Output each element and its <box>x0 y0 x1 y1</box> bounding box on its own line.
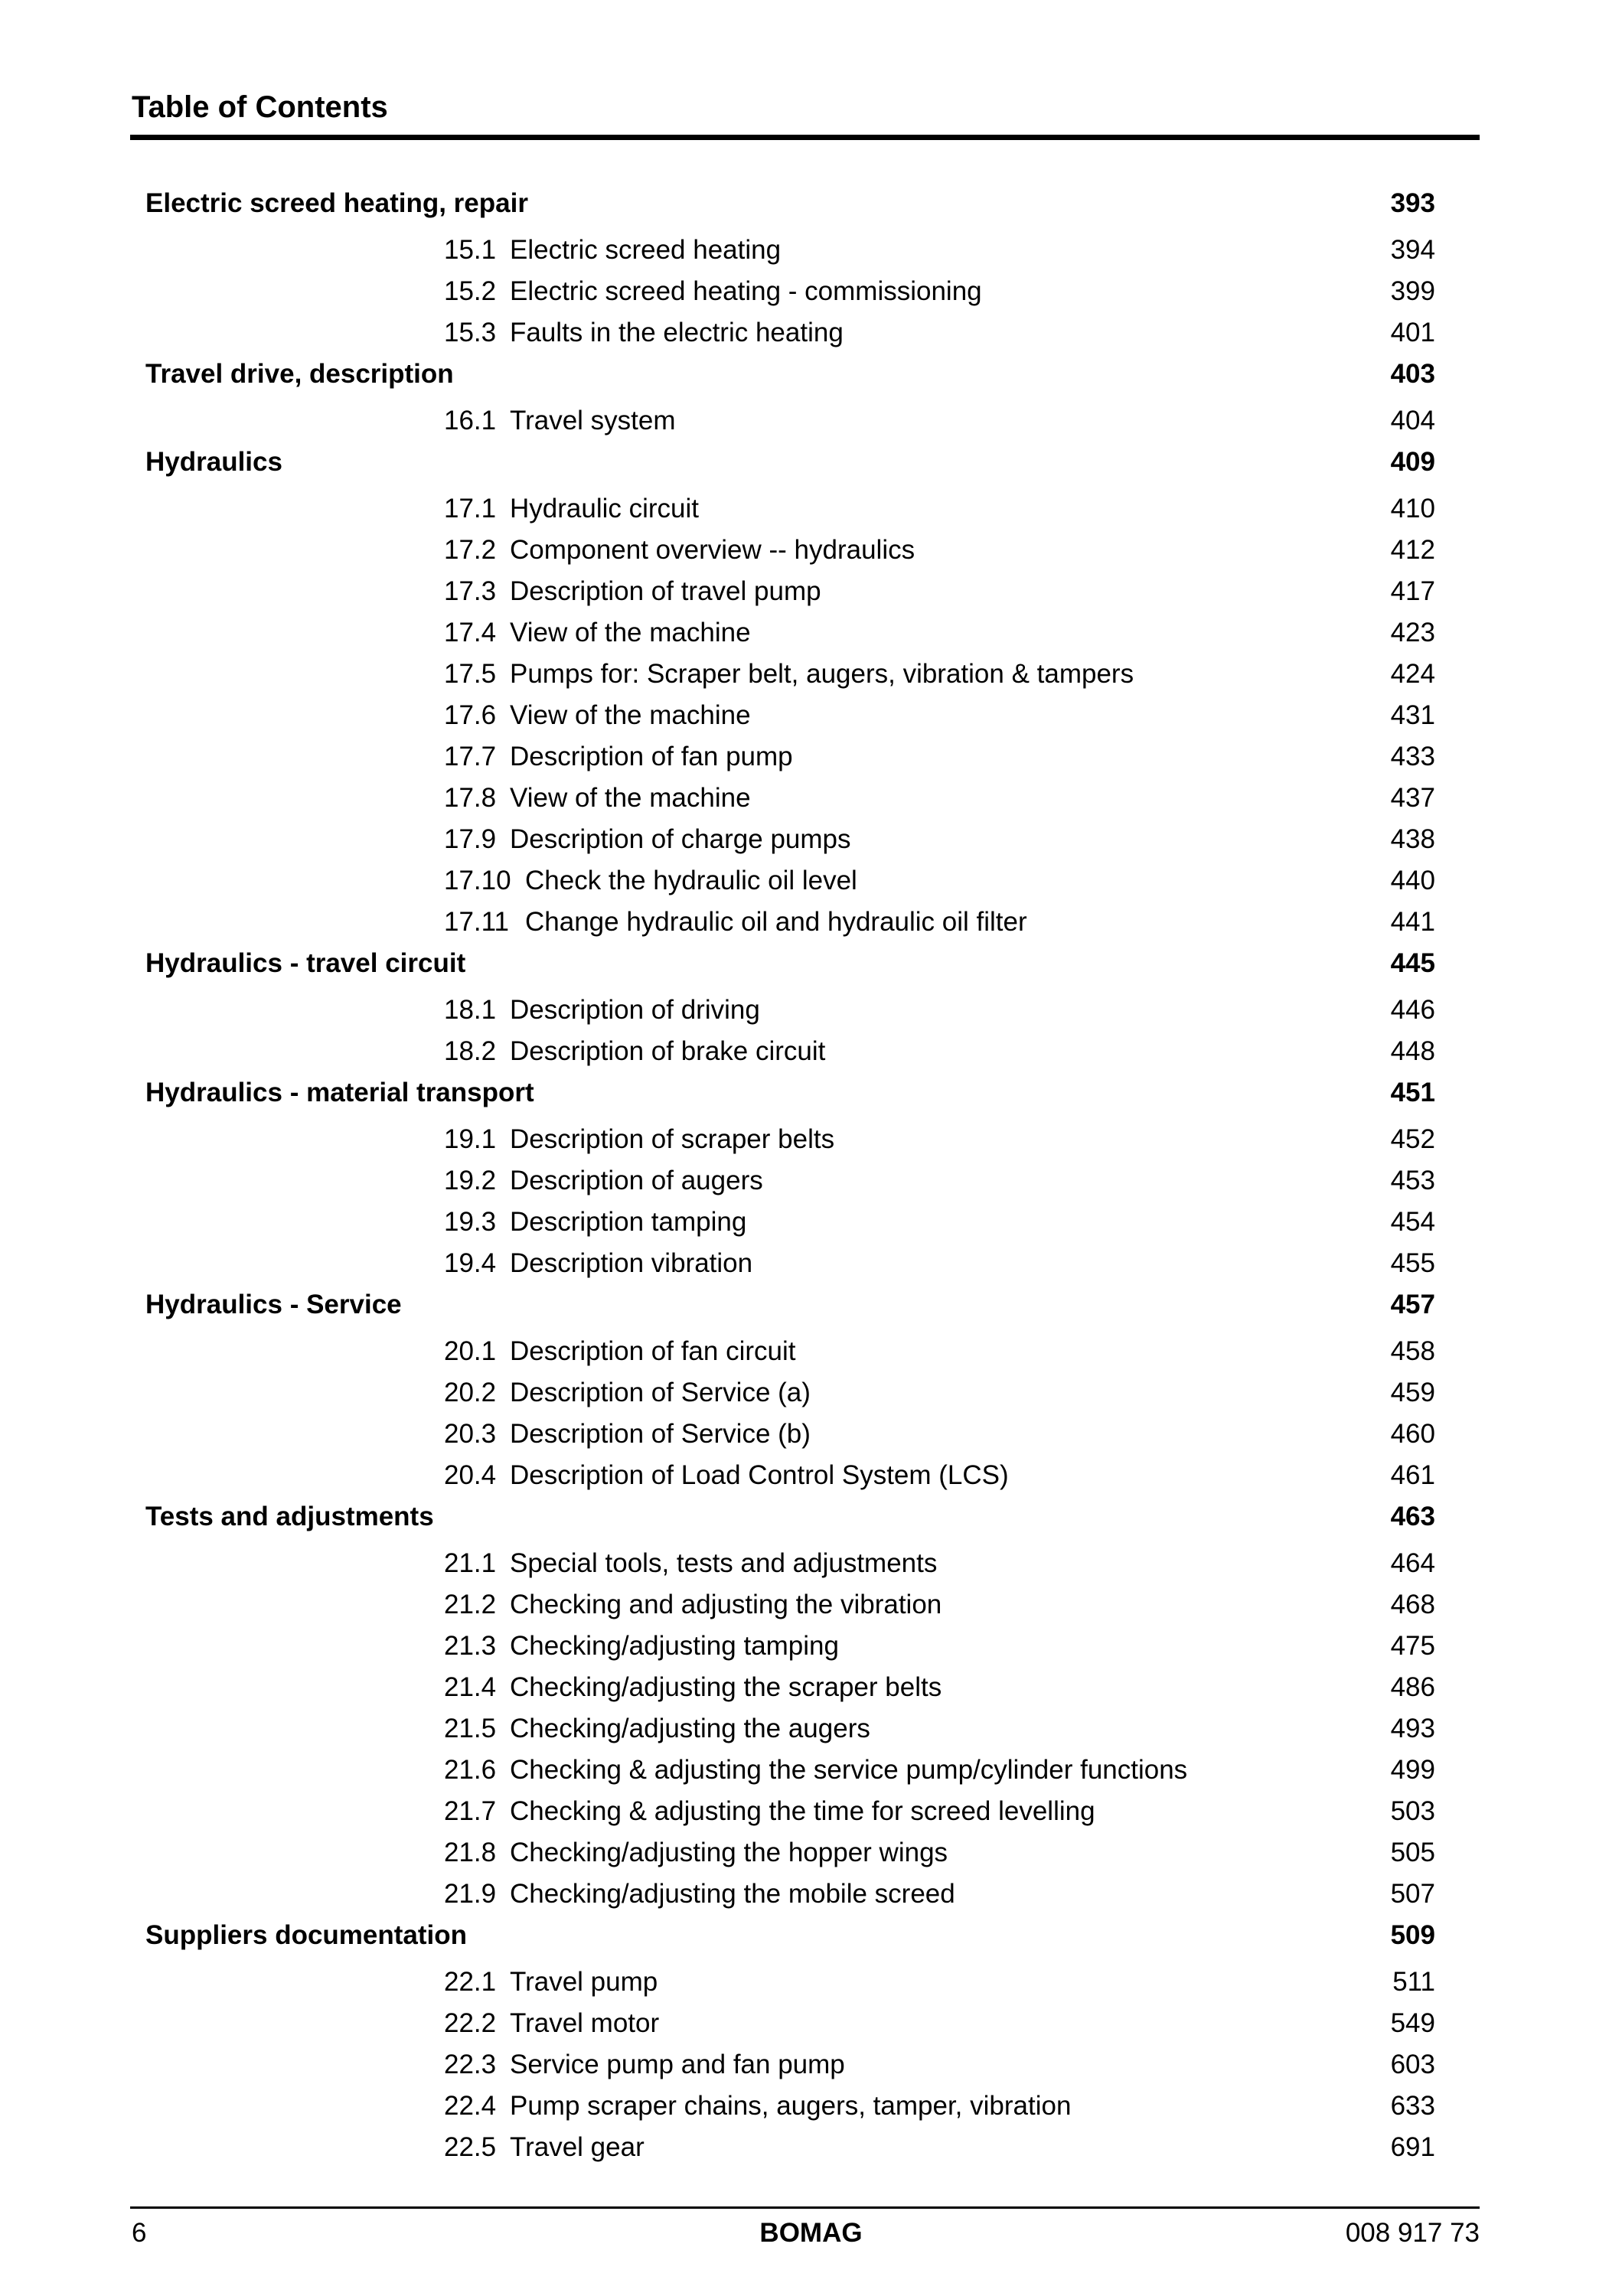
toc-page-number: 458 <box>1390 1336 1435 1366</box>
toc-entry-number: 17.4 <box>444 618 497 647</box>
toc-entry-number: 21.9 <box>444 1879 497 1909</box>
toc-entry-row <box>0 612 1622 654</box>
toc-entry-row <box>0 488 1622 530</box>
toc-page-number: 463 <box>1390 1502 1435 1531</box>
toc-entry-title: Description of brake circuit <box>510 1036 826 1066</box>
toc-page-number: 505 <box>1390 1838 1435 1867</box>
toc-page-number: 493 <box>1390 1714 1435 1743</box>
toc-entry-title: Checking and adjusting the vibration <box>510 1590 942 1619</box>
toc-entry-row <box>0 1031 1622 1072</box>
toc-entry-row <box>0 990 1622 1031</box>
toc-entry-title: Check the hydraulic oil level <box>525 866 857 895</box>
toc-section-row <box>0 183 1622 224</box>
toc-page-number: 445 <box>1390 948 1435 978</box>
toc-entry-number: 15.1 <box>444 235 497 265</box>
toc-page-number: 509 <box>1390 1920 1435 1950</box>
toc-entry-title: Description of travel pump <box>510 576 821 606</box>
toc-entry-row <box>0 571 1622 612</box>
toc-entry-row <box>0 736 1622 778</box>
toc-entry-row <box>0 1791 1622 1832</box>
page-title: Table of Contents <box>132 90 388 124</box>
toc-entry-row <box>0 1455 1622 1496</box>
toc-page-number: 401 <box>1390 318 1435 347</box>
toc-section-title: Tests and adjustments <box>145 1502 434 1531</box>
toc-entry-title: Description tamping <box>510 1207 747 1237</box>
toc-entry-title: Checking/adjusting the hopper wings <box>510 1838 948 1867</box>
toc-page-number: 399 <box>1390 276 1435 306</box>
toc-entry-title: Hydraulic circuit <box>510 494 699 523</box>
toc-page-number: 499 <box>1390 1755 1435 1785</box>
toc-entry-row <box>0 1202 1622 1243</box>
toc-entry-title: View of the machine <box>510 700 751 730</box>
toc-entry-number: 21.3 <box>444 1631 497 1661</box>
toc-entry-number: 17.8 <box>444 783 497 813</box>
toc-entry-title: Electric screed heating - commissioning <box>510 276 982 306</box>
toc-entry-row <box>0 1243 1622 1284</box>
toc-entry-title: Description of augers <box>510 1166 763 1195</box>
toc-entry-title: Travel motor <box>510 2008 660 2038</box>
toc-entry-title: View of the machine <box>510 783 751 813</box>
toc-entry-title: Pump scraper chains, augers, tamper, vibration <box>510 2091 1072 2121</box>
toc-section-row <box>0 442 1622 483</box>
toc-entry-number: 20.3 <box>444 1419 497 1449</box>
toc-page-number: 412 <box>1390 535 1435 565</box>
toc-entry-number: 21.1 <box>444 1548 497 1578</box>
toc-entry-number: 20.2 <box>444 1378 497 1407</box>
toc-entry-row <box>0 695 1622 736</box>
toc-entry-title: Description of driving <box>510 995 760 1025</box>
toc-entry-title: Travel pump <box>510 1967 658 1997</box>
toc-page-number: 475 <box>1390 1631 1435 1661</box>
toc-entry-row <box>0 400 1622 442</box>
toc-page-number: 503 <box>1390 1796 1435 1826</box>
footer-brand: BOMAG <box>759 2218 863 2248</box>
toc-page-number: 403 <box>1390 359 1435 389</box>
toc-entry-number: 22.3 <box>444 2050 497 2079</box>
toc-entry-title: Checking/adjusting tamping <box>510 1631 839 1661</box>
toc-section-title: Travel drive, description <box>145 359 454 389</box>
toc-entry-title: Travel gear <box>510 2132 645 2162</box>
toc-page-number: 393 <box>1390 188 1435 218</box>
toc-section-row <box>0 1915 1622 1956</box>
toc-entry-number: 22.5 <box>444 2132 497 2162</box>
toc-entry-row <box>0 312 1622 354</box>
toc-entry-row <box>0 1584 1622 1626</box>
toc-page-number: 448 <box>1390 1036 1435 1066</box>
toc-entry-number: 15.3 <box>444 318 497 347</box>
toc-page-number: 511 <box>1392 1967 1435 1997</box>
toc-page-number: 438 <box>1390 824 1435 854</box>
toc-entry-row <box>0 819 1622 860</box>
toc-page-number: 461 <box>1390 1460 1435 1490</box>
toc-entry-title: Electric screed heating <box>510 235 782 265</box>
toc-entry-row <box>0 1414 1622 1455</box>
toc-entry-row <box>0 1962 1622 2003</box>
toc-entry-title: Faults in the electric heating <box>510 318 844 347</box>
toc-page-number: 409 <box>1390 447 1435 477</box>
toc-entry-number: 17.3 <box>444 576 497 606</box>
toc-page-number: 468 <box>1390 1590 1435 1619</box>
toc-section-title: Electric screed heating, repair <box>145 188 528 218</box>
toc-entry-row <box>0 1874 1622 1915</box>
toc-entry-number: 15.2 <box>444 276 497 306</box>
toc-page-number: 633 <box>1390 2091 1435 2121</box>
toc-entry-row <box>0 1543 1622 1584</box>
toc-entry-title: Checking/adjusting the scraper belts <box>510 1672 942 1702</box>
toc-page-number: 454 <box>1390 1207 1435 1237</box>
toc-entry-number: 19.1 <box>444 1124 497 1154</box>
toc-entry-number: 16.1 <box>444 406 497 435</box>
toc-entry-number: 18.1 <box>444 995 497 1025</box>
toc-entry-title: Component overview -- hydraulics <box>510 535 915 565</box>
toc-page-number: 404 <box>1390 406 1435 435</box>
toc-entry-row <box>0 1626 1622 1667</box>
toc-entry-row <box>0 860 1622 902</box>
toc-entry-row <box>0 2127 1622 2168</box>
toc-entry-number: 17.5 <box>444 659 497 689</box>
toc-page-number: 453 <box>1390 1166 1435 1195</box>
toc-entry-number: 22.1 <box>444 1967 497 1997</box>
toc-entry-title: Travel system <box>510 406 676 435</box>
toc-page-number: 459 <box>1390 1378 1435 1407</box>
toc-entry-row <box>0 2086 1622 2127</box>
toc-entry-title: Description of scraper belts <box>510 1124 835 1154</box>
toc-page-number: 464 <box>1390 1548 1435 1578</box>
toc-page-number: 433 <box>1390 742 1435 771</box>
toc-entry-row <box>0 2044 1622 2086</box>
toc-section-row <box>0 354 1622 395</box>
toc-entry-number: 22.2 <box>444 2008 497 2038</box>
toc-entry-number: 17.1 <box>444 494 497 523</box>
toc-entry-title: Pumps for: Scraper belt, augers, vibration & tampers <box>510 659 1134 689</box>
toc-page-number: 486 <box>1390 1672 1435 1702</box>
toc-section-title: Hydraulics - Service <box>145 1290 402 1319</box>
toc-section-row <box>0 1284 1622 1326</box>
toc-page-number: 457 <box>1390 1290 1435 1319</box>
toc-entry-row <box>0 778 1622 819</box>
header-rule <box>130 135 1480 140</box>
toc-entry-row <box>0 1708 1622 1750</box>
toc-page-number: 603 <box>1390 2050 1435 2079</box>
toc-entry-title: Description of charge pumps <box>510 824 851 854</box>
toc-section-title: Hydraulics <box>145 447 282 477</box>
footer-doc-number: 008 917 73 <box>1345 2218 1480 2248</box>
toc-entry-row <box>0 1750 1622 1791</box>
toc-entry-title: Change hydraulic oil and hydraulic oil filter <box>525 907 1027 937</box>
toc-entry-row <box>0 1160 1622 1202</box>
toc-entry-row <box>0 271 1622 312</box>
toc-entry-title: View of the machine <box>510 618 751 647</box>
toc-entry-number: 22.4 <box>444 2091 497 2121</box>
toc-entry-row <box>0 2003 1622 2044</box>
toc-entry-title: Service pump and fan pump <box>510 2050 845 2079</box>
toc-entry-title: Description of Load Control System (LCS) <box>510 1460 1009 1490</box>
toc-page-number: 437 <box>1390 783 1435 813</box>
toc-page-number: 441 <box>1390 907 1435 937</box>
toc-page-number: 440 <box>1390 866 1435 895</box>
toc-entry-row <box>0 1667 1622 1708</box>
toc-entry-row <box>0 1119 1622 1160</box>
toc-page-number: 394 <box>1390 235 1435 265</box>
toc-section-row <box>0 943 1622 984</box>
toc-entry-number: 19.3 <box>444 1207 497 1237</box>
toc-section-title: Hydraulics - material transport <box>145 1078 534 1107</box>
toc-entry-number: 21.6 <box>444 1755 497 1785</box>
toc-page-number: 431 <box>1390 700 1435 730</box>
toc-entry-number: 20.4 <box>444 1460 497 1490</box>
toc-entry-number: 21.4 <box>444 1672 497 1702</box>
toc-page-number: 417 <box>1390 576 1435 606</box>
toc-entry-title: Description of Service (b) <box>510 1419 811 1449</box>
toc-entry-number: 21.8 <box>444 1838 497 1867</box>
footer-page-number: 6 <box>132 2218 147 2248</box>
toc-entry-number: 19.2 <box>444 1166 497 1195</box>
toc-entry-row <box>0 902 1622 943</box>
toc-entry-row <box>0 654 1622 695</box>
toc-entry-number: 17.6 <box>444 700 497 730</box>
toc-page-number: 423 <box>1390 618 1435 647</box>
toc-entry-title: Checking/adjusting the mobile screed <box>510 1879 955 1909</box>
toc-page-number: 691 <box>1390 2132 1435 2162</box>
toc-entry-number: 21.7 <box>444 1796 497 1826</box>
toc-entry-title: Description of fan pump <box>510 742 793 771</box>
toc-entry-number: 21.5 <box>444 1714 497 1743</box>
toc-page-number: 507 <box>1390 1879 1435 1909</box>
toc-entry-row <box>0 530 1622 571</box>
toc-page-number: 460 <box>1390 1419 1435 1449</box>
toc-entry-number: 17.7 <box>444 742 497 771</box>
toc-entry-number: 17.2 <box>444 535 497 565</box>
toc-section-row <box>0 1072 1622 1114</box>
toc-page-number: 410 <box>1390 494 1435 523</box>
toc-page-number: 424 <box>1390 659 1435 689</box>
toc-entry-row <box>0 230 1622 271</box>
toc-entry-title: Description of fan circuit <box>510 1336 796 1366</box>
toc-entry-row <box>0 1372 1622 1414</box>
toc-page-number: 455 <box>1390 1248 1435 1278</box>
toc-entry-title: Checking & adjusting the service pump/cylinder functions <box>510 1755 1188 1785</box>
toc-section-title: Suppliers documentation <box>145 1920 468 1950</box>
toc-page-number: 451 <box>1390 1078 1435 1107</box>
toc-entry-number: 20.1 <box>444 1336 497 1366</box>
toc-entry-number: 17.11 <box>444 907 509 937</box>
toc-entry-title: Description vibration <box>510 1248 753 1278</box>
toc-entry-row <box>0 1331 1622 1372</box>
toc-section-row <box>0 1496 1622 1538</box>
toc-section-title: Hydraulics - travel circuit <box>145 948 466 978</box>
toc-entry-title: Checking & adjusting the time for screed levelling <box>510 1796 1095 1826</box>
toc-entry-number: 21.2 <box>444 1590 497 1619</box>
toc-entry-number: 19.4 <box>444 1248 497 1278</box>
footer-rule <box>130 2206 1480 2209</box>
toc-entry-row <box>0 1832 1622 1874</box>
toc-entry-title: Checking/adjusting the augers <box>510 1714 870 1743</box>
toc-page-number: 452 <box>1390 1124 1435 1154</box>
toc-entry-title: Special tools, tests and adjustments <box>510 1548 938 1578</box>
toc-page-number: 446 <box>1390 995 1435 1025</box>
toc-entry-title: Description of Service (a) <box>510 1378 811 1407</box>
toc-page-number: 549 <box>1390 2008 1435 2038</box>
toc-entry-number: 17.9 <box>444 824 497 854</box>
toc-entry-number: 17.10 <box>444 866 511 895</box>
toc-entry-number: 18.2 <box>444 1036 497 1066</box>
